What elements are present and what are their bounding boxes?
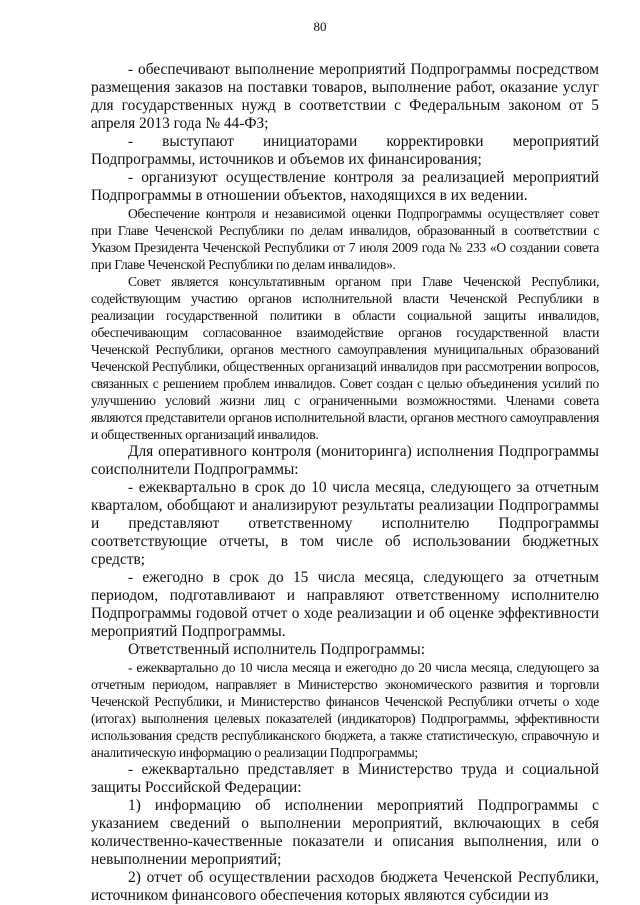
paragraph: 1) информацию об исполнении мероприятий Подпрограммы с указанием сведений о выполнении мероприятий, включающих в себя количественно-качественные показатели и описания выполнения, или о невыполнении мероприятий; [91,797,599,868]
paragraph: Ответственный исполнитель Подпрограммы: [128,641,426,658]
paragraph: - обеспечивают выполнение мероприятий Подпрограммы посредством размещения заказов на поставки товаров, выполнение работ, оказание услуг для государственных нужд в соответствии с Федеральным законом от 5 апреля 2013 года № 44-ФЗ; [91,61,599,132]
paragraph: 2) отчет об осуществлении расходов бюджета Чеченской Республики, источником финансового обеспечения которых являются субсидии из [91,869,599,904]
document-body [91,61,599,905]
paragraph: - выступают инициаторами корректировки мероприятий Подпрограммы, источников и объемов их финансирования; [91,133,599,168]
paragraph: Совет является консультативным органом при Главе Чеченской Республики, содействующим участию органов исполнительной власти Чеченской Республики в реализации государственной политики в области социальной защиты инвалидов, обеспечивающим согласованное взаимодействие органов государственной власти Чеченской Республики, органов местного самоуправления муниципальных образований Чеченской Республики, общественных организаций инвалидов при рассмотрении вопросов, связанных с решением проблем инвалидов. Совет создан с целью объединения усилий по улучшению условий жизни лиц с ограниченными возможностями. Членами совета являются представители органов исполнительной власти, органов местного самоуправления и общественных организаций инвалидов. [91,274,599,442]
paragraph: - ежегодно в срок до 15 числа месяца, следующего за отчетным периодом, подготавливают и направляют ответственному исполнителю Подпрограммы годовой отчет о ходе реализации и об оценке эффективности мероприятий Подпрограммы. [91,569,599,640]
paragraph: - ежеквартально представляет в Министерство труда и социальной защиты Российской Федерации: [91,761,599,796]
paragraph: - организуют осуществление контроля за реализацией мероприятий Подпрограммы в отношении объектов, находящихся в их ведении. [91,169,599,204]
paragraph: Для оперативного контроля (мониторинга) исполнения Подпрограммы соисполнители Подпрограммы: [91,443,599,478]
paragraph: - ежеквартально до 10 числа месяца и ежегодно до 20 числа месяца, следующего за отчетным периодом, направляет в Министерство экономического развития и торговли Чеченской Республики, и Министерство финансов Чеченской Республики отчеты о ходе (итогах) выполнения целевых показателей (индикаторов) Подпрограммы, эффективности использования средств республиканского бюджета, а также статистическую, справочную и аналитическую информацию о реализации Подпрограммы; [91,660,599,760]
paragraph: Обеспечение контроля и независимой оценки Подпрограммы осуществляет совет при Главе Чеченской Республики по делам инвалидов, образованный в соответствии с Указом Президента Чеченской Республики от 7 июля 2009 года № 233 «О создании совета при Главе Чеченской Республики по делам инвалидов». [91,206,599,272]
page-number: 80 [313,19,327,34]
paragraph: - ежеквартально в срок до 10 числа месяца, следующего за отчетным кварталом, обобщают и анализируют результаты реализации Подпрограммы и представляют ответственному исполнителю Подпрограммы соответствующие отчеты, в том числе об использовании бюджетных средств; [91,479,599,568]
